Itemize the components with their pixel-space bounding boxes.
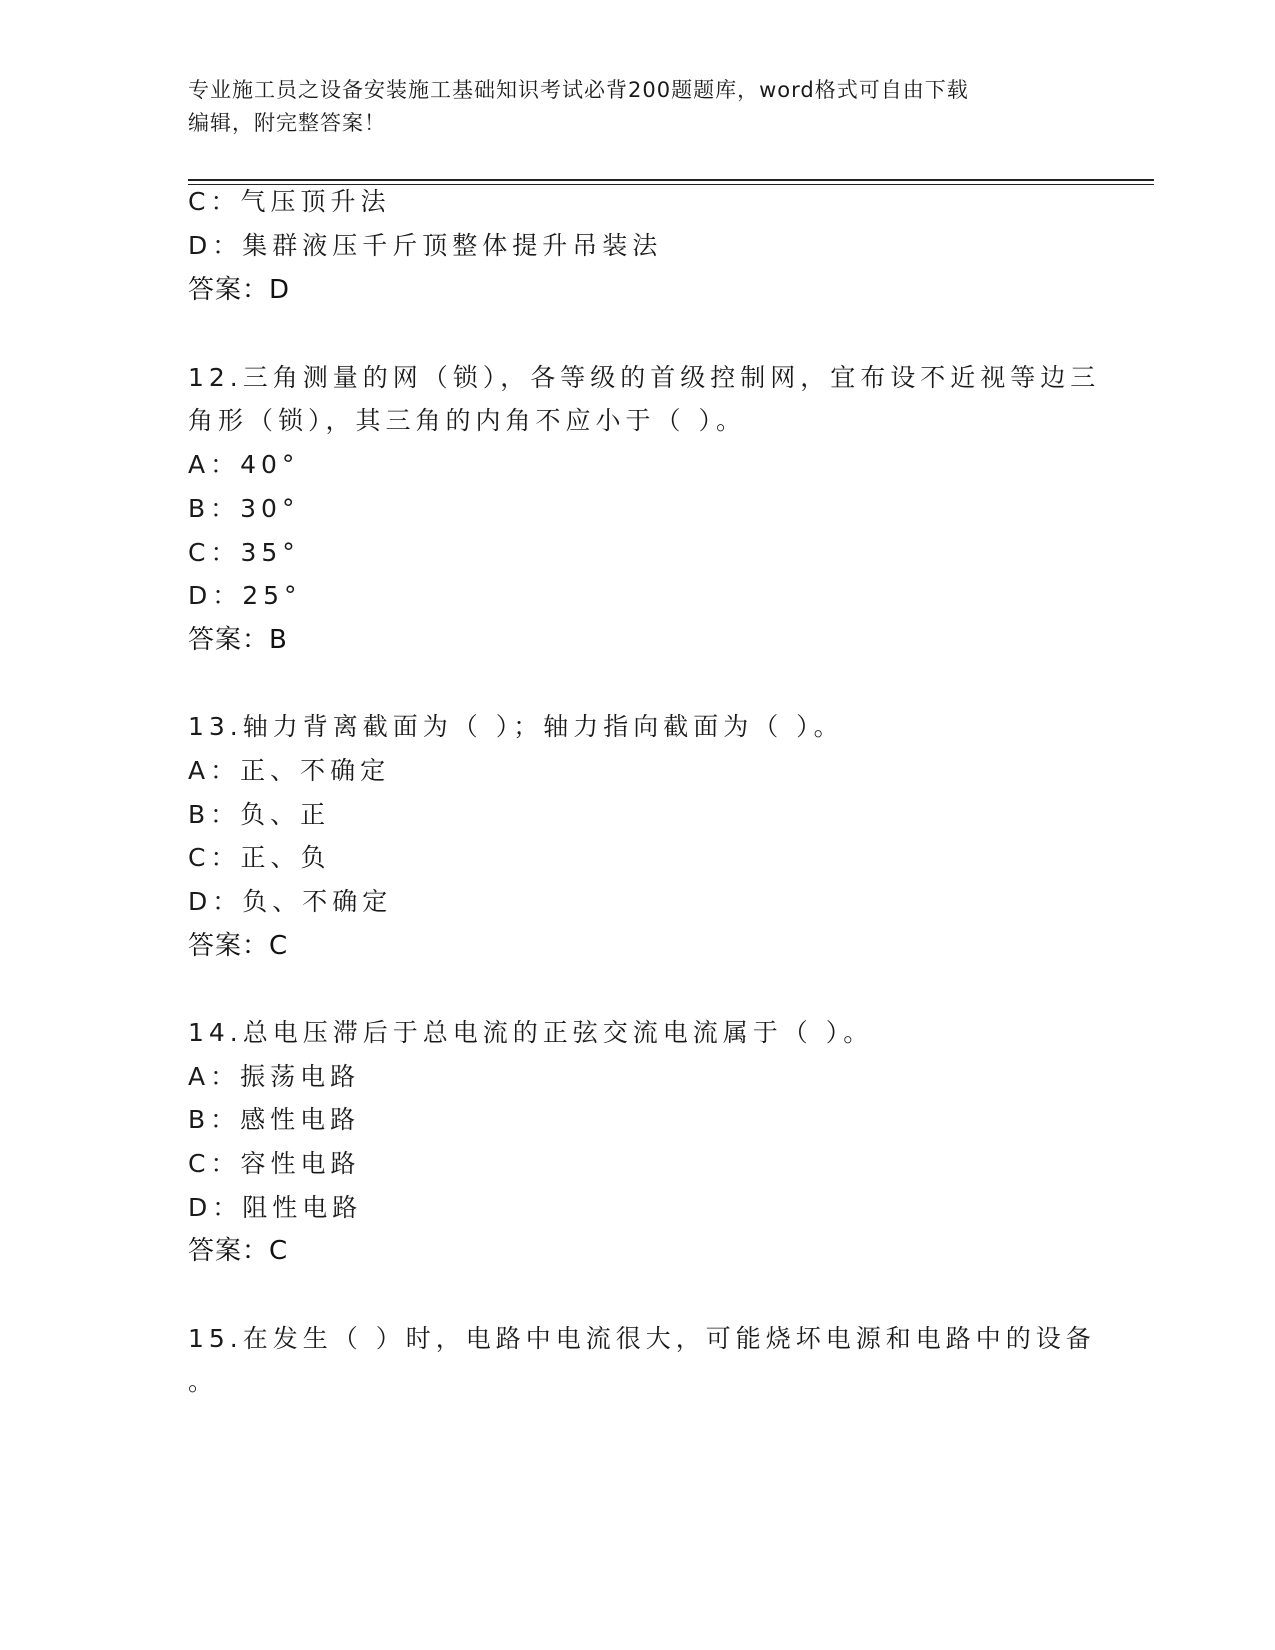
header-divider-thin — [188, 184, 1154, 185]
q11-answer: 答案：D — [188, 275, 291, 305]
header-divider-thick — [188, 179, 1154, 181]
q12-option-a: A：40° — [188, 450, 300, 479]
q13-option-b: B：负、正 — [188, 800, 331, 829]
q15-stem-line-2: 。 — [188, 1367, 219, 1396]
q14-answer: 答案：C — [188, 1236, 289, 1266]
q12-option-c: C：35° — [188, 538, 300, 567]
q11-option-d: D：集群液压千斤顶整体提升吊装法 — [188, 231, 663, 260]
q13-option-c: C：正、负 — [188, 843, 331, 872]
q12-option-b: B：30° — [188, 494, 300, 523]
header-title-line-1: 专业施工员之设备安装施工基础知识考试必背200题题库，word格式可自由下载 — [188, 78, 969, 102]
q13-option-d: D：负、不确定 — [188, 887, 393, 916]
q12-answer: 答案：B — [188, 625, 288, 655]
q14-stem: 14.总电压滞后于总电流的正弦交流电流属于（ ）。 — [188, 1018, 874, 1047]
q13-option-a: A：正、不确定 — [188, 756, 391, 785]
q13-answer: 答案：C — [188, 931, 289, 961]
q15-stem-line-1: 15.在发生（ ）时，电路中电流很大，可能烧坏电源和电路中的设备 — [188, 1324, 1096, 1353]
q11-option-c: C：气压顶升法 — [188, 187, 391, 216]
q14-option-a: A：振荡电路 — [188, 1062, 361, 1091]
q13-stem: 13.轴力背离截面为（ ）；轴力指向截面为（ ）。 — [188, 712, 844, 741]
q12-stem-line-1: 12.三角测量的网（锁），各等级的首级控制网，宜布设不近视等边三 — [188, 363, 1101, 392]
q14-option-d: D：阻性电路 — [188, 1193, 363, 1222]
header-title-line-2: 编辑，附完整答案！ — [188, 111, 386, 135]
document-header — [188, 74, 1088, 140]
q12-stem-line-2: 角形（锁），其三角的内角不应小于（ ）。 — [188, 406, 746, 435]
q14-option-c: C：容性电路 — [188, 1149, 361, 1178]
q12-option-d: D：25° — [188, 581, 302, 610]
q14-option-b: B：感性电路 — [188, 1105, 361, 1134]
